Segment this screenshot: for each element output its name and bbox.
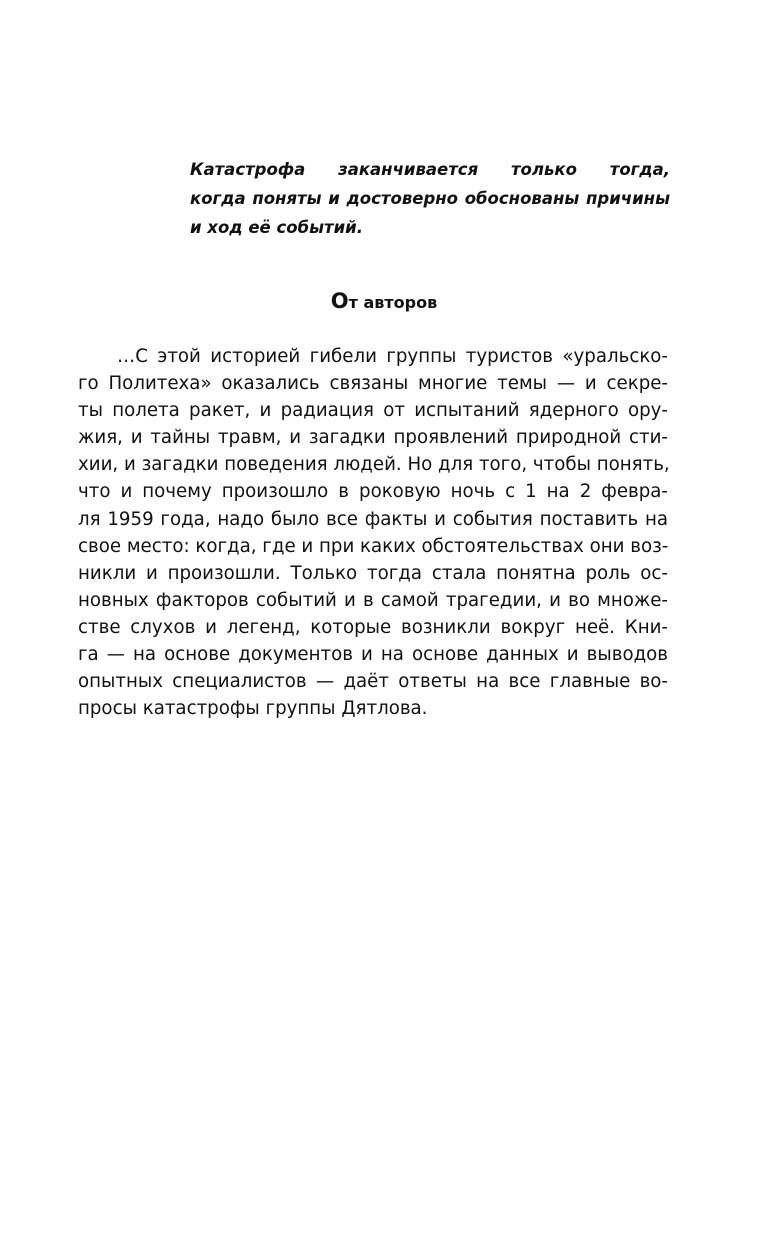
epigraph <box>190 155 670 242</box>
heading-rest: т авторов <box>348 293 438 312</box>
paragraph-line: стве слухов и легенд, которые возникли вокруг неё. Кни- <box>78 616 668 638</box>
paragraph-line: жия, и тайны травм, и загадки проявлений природной сти- <box>78 427 668 449</box>
section-heading <box>0 287 768 317</box>
epigraph-line: Катастрофа заканчивается только тогда, <box>190 160 670 179</box>
body-paragraph <box>78 343 668 722</box>
paragraph-line: га — на основе документов и на основе данных и выводов <box>78 644 668 666</box>
paragraph-line: ля 1959 года, надо было все факты и события поставить на <box>78 508 668 530</box>
paragraph-line: что и почему произошло в роковую ночь с 1 на 2 февра- <box>78 481 668 503</box>
paragraph-line: хии, и загадки поведения людей. Но для того, чтобы понять, <box>78 454 670 476</box>
paragraph-line: го Политеха» оказались связаны многие темы — и секре- <box>78 373 668 395</box>
paragraph-line: никли и произошли. Только тогда стала понятна роль ос- <box>78 562 668 584</box>
epigraph-line: когда поняты и достоверно обоснованы причины <box>190 189 670 208</box>
heading-initial: О <box>330 289 349 313</box>
paragraph-line: …С этой историей гибели группы туристов «уральско- <box>117 346 668 367</box>
paragraph-line: новных факторов событий и в самой трагедии, и во множе- <box>78 589 668 611</box>
paragraph-line: свое место: когда, где и при каких обстоятельствах они воз- <box>78 535 669 557</box>
epigraph-line: и ход её событий. <box>190 218 363 237</box>
paragraph-line: ты полета ракет, и радиация от испытаний ядерного ору- <box>78 400 668 422</box>
paragraph-line: опытных специалистов — даёт ответы на все главные во- <box>78 671 668 693</box>
paragraph-line: просы катастрофы группы Дятлова. <box>78 698 428 720</box>
